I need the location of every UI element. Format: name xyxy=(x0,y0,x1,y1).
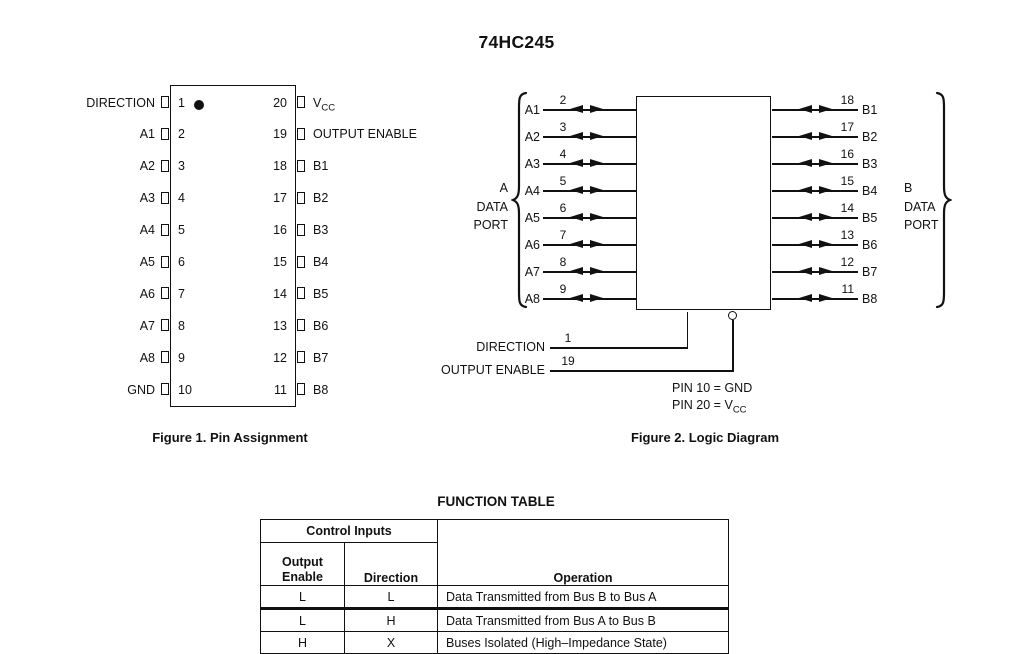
bidir-arrow-left-icon xyxy=(799,132,812,140)
bidir-arrow-right-icon xyxy=(590,105,603,113)
bidir-arrow-left-icon xyxy=(799,294,812,302)
port-line-label: B4 xyxy=(862,184,878,198)
pin-number: 9 xyxy=(178,350,185,365)
port-line-label: A2 xyxy=(524,130,540,144)
direction-cell: H xyxy=(345,609,438,632)
pin-stub-icon xyxy=(297,128,305,140)
pin-stub-icon xyxy=(297,319,305,331)
pin-number: 9 xyxy=(559,282,567,296)
pin-label: A4 xyxy=(139,223,155,238)
pin-note-subscript: CC xyxy=(732,404,747,416)
bidir-arrow-left-icon xyxy=(570,186,583,194)
b-data-port-label xyxy=(904,179,972,235)
pin-number: 12 xyxy=(840,255,854,269)
pin-label: B2 xyxy=(313,191,329,206)
pin-stub-icon xyxy=(161,96,169,108)
pin-stub-icon xyxy=(297,96,305,108)
logic-box xyxy=(636,96,771,310)
output-enable-wire xyxy=(550,370,734,372)
pin-number: 4 xyxy=(178,191,185,206)
wire xyxy=(772,163,858,165)
pin-number: 20 xyxy=(273,95,287,110)
pin-label: DIRECTION xyxy=(86,95,155,110)
pin-number: 6 xyxy=(178,255,185,269)
port-label-line: B xyxy=(904,181,913,195)
pin-number: 5 xyxy=(178,223,185,238)
direction-pin-number: 1 xyxy=(564,331,572,345)
port-line-label: A3 xyxy=(524,157,540,171)
pin-number: 13 xyxy=(840,228,854,242)
pin-number: 16 xyxy=(840,147,854,161)
port-line-label: B7 xyxy=(862,265,878,279)
pin-stub-icon xyxy=(161,192,169,204)
pin-stub-icon xyxy=(161,351,169,363)
pin-label: A3 xyxy=(139,191,155,206)
port-line-label: A6 xyxy=(524,238,540,252)
pin-number: 6 xyxy=(559,201,567,215)
wire xyxy=(772,136,858,138)
port-label-line: DATA xyxy=(904,199,936,214)
bidir-arrow-left-icon xyxy=(799,186,812,194)
pin-stub-icon xyxy=(161,287,169,299)
bidir-arrow-right-icon xyxy=(590,267,603,275)
port-line-label: A5 xyxy=(524,211,540,225)
pin-stub-icon xyxy=(297,224,305,236)
pin-number: 8 xyxy=(559,255,567,269)
table-header-row xyxy=(261,520,729,543)
pin-number: 1 xyxy=(178,95,185,110)
pin-stub-icon xyxy=(297,160,305,172)
direction-cell: L xyxy=(345,586,438,609)
pin-number: 19 xyxy=(273,127,287,142)
pin-number: 17 xyxy=(840,120,854,134)
output-enable-cell: L xyxy=(261,609,345,632)
pin-label: A6 xyxy=(139,286,155,301)
function-table xyxy=(260,519,729,654)
port-label-line: PORT xyxy=(473,218,508,232)
bidir-arrow-left-icon xyxy=(799,159,812,167)
bidir-arrow-left-icon xyxy=(570,240,583,248)
port-line-label: B3 xyxy=(862,157,878,171)
pin-label: B8 xyxy=(313,382,329,397)
pin-label: B6 xyxy=(313,318,329,333)
pin-number: 17 xyxy=(273,191,287,206)
pin-number: 18 xyxy=(273,159,287,174)
bidir-arrow-left-icon xyxy=(570,294,583,302)
port-line-label: B2 xyxy=(862,130,878,144)
pin-stub-icon xyxy=(297,192,305,204)
pin-stub-icon xyxy=(297,351,305,363)
bidir-arrow-left-icon xyxy=(570,105,583,113)
pin-stub-icon xyxy=(297,256,305,268)
pin-label: B1 xyxy=(313,159,329,174)
pin-label: B5 xyxy=(313,286,329,301)
pin-number: 15 xyxy=(273,255,287,269)
pin-label-subscript: CC xyxy=(321,102,336,113)
pin-number: 8 xyxy=(178,318,185,333)
pin-number: 18 xyxy=(840,93,854,107)
pin-number: 16 xyxy=(273,223,287,238)
bidir-arrow-right-icon xyxy=(590,186,603,194)
pin-number: 7 xyxy=(559,228,567,242)
pin-stub-icon xyxy=(161,383,169,395)
pin-label: OUTPUT ENABLE xyxy=(313,127,417,142)
pin1-indicator-dot xyxy=(194,100,204,110)
bidir-arrow-right-icon xyxy=(590,240,603,248)
direction-label: DIRECTION xyxy=(476,340,545,354)
pin-label: A2 xyxy=(139,159,155,174)
wire xyxy=(772,244,858,246)
direction-cell: X xyxy=(345,632,438,654)
bidir-arrow-left-icon xyxy=(570,132,583,140)
output-enable-pin-number: 19 xyxy=(561,354,575,368)
port-label-line: DATA xyxy=(476,199,508,214)
figure2-caption: Figure 2. Logic Diagram xyxy=(630,430,780,445)
pin-number: 12 xyxy=(273,350,287,365)
figure1-caption: Figure 1. Pin Assignment xyxy=(152,430,308,445)
port-line-label: A1 xyxy=(524,103,540,117)
output-enable-wire-vertical xyxy=(732,320,734,371)
bidir-arrow-left-icon xyxy=(570,267,583,275)
bidir-arrow-left-icon xyxy=(799,240,812,248)
port-line-label: A4 xyxy=(524,184,540,198)
bidir-arrow-right-icon xyxy=(590,159,603,167)
operation-cell: Buses Isolated (High–Impedance State) xyxy=(438,632,729,654)
output-enable-cell: H xyxy=(261,632,345,654)
direction-wire-vertical xyxy=(687,312,689,348)
pin-stub-icon xyxy=(161,224,169,236)
bidir-arrow-left-icon xyxy=(799,213,812,221)
direction-header: Direction xyxy=(345,543,438,586)
pin-number: 11 xyxy=(274,382,287,397)
wire xyxy=(772,190,858,192)
inverter-bubble-icon xyxy=(728,311,737,320)
bidir-arrow-right-icon xyxy=(590,294,603,302)
wire xyxy=(772,271,858,273)
pin-number: 7 xyxy=(178,286,185,301)
pin-label: B4 xyxy=(313,255,329,269)
bidir-arrow-right-icon xyxy=(590,213,603,221)
bidir-arrow-left-icon xyxy=(799,267,812,275)
port-line-label: B8 xyxy=(862,292,878,306)
pin-number: 2 xyxy=(559,93,567,107)
operation-header: Operation xyxy=(438,520,729,586)
pin-number: 13 xyxy=(273,318,287,333)
pin-stub-icon xyxy=(161,256,169,268)
pin-label: A8 xyxy=(139,350,155,365)
pin-label: GND xyxy=(127,382,155,397)
pin-number: 14 xyxy=(840,201,854,215)
pin-label: B7 xyxy=(313,350,329,365)
wire xyxy=(772,109,858,111)
pin-number: 3 xyxy=(178,159,185,174)
operation-cell: Data Transmitted from Bus B to Bus A xyxy=(438,586,729,609)
operation-cell: Data Transmitted from Bus A to Bus B xyxy=(438,609,729,632)
function-table-title: FUNCTION TABLE xyxy=(437,494,555,509)
pin-stub-icon xyxy=(161,319,169,331)
port-label-line: PORT xyxy=(904,218,939,232)
pin-note: PIN $20 = V_{CC}$ xyxy=(672,398,747,416)
port-line-label: B6 xyxy=(862,238,878,252)
bidir-arrow-left-icon xyxy=(570,159,583,167)
pin-number: 4 xyxy=(559,147,567,161)
output-enable-cell: L xyxy=(261,586,345,609)
output-enable-label: OUTPUT ENABLE xyxy=(441,363,545,377)
bidir-arrow-left-icon xyxy=(570,213,583,221)
table-row xyxy=(261,609,729,632)
pin-label: A5 xyxy=(139,255,155,269)
pin-stub-icon xyxy=(297,383,305,395)
pin-stub-icon xyxy=(297,287,305,299)
pin-label: $V_{CC}$ xyxy=(313,95,336,113)
port-line-label: B5 xyxy=(862,211,878,225)
pin-number: 11 xyxy=(841,282,854,296)
page-title: 74HC245 xyxy=(478,32,555,52)
pin-number: 14 xyxy=(273,286,287,301)
port-line-label: A7 xyxy=(524,265,540,279)
port-line-label: A8 xyxy=(524,292,540,306)
bidir-arrow-right-icon xyxy=(590,132,603,140)
pin-note: PIN 10 = GND xyxy=(672,381,753,395)
pin-label: A7 xyxy=(139,318,155,333)
table-row xyxy=(261,586,729,609)
table-row xyxy=(261,632,729,654)
pin-number: 15 xyxy=(840,174,854,188)
pin-label: A1 xyxy=(139,127,155,142)
wire xyxy=(772,298,858,300)
pin-number: 2 xyxy=(178,127,185,142)
bidir-arrow-left-icon xyxy=(799,105,812,113)
port-line-label: B1 xyxy=(862,103,878,117)
pin-number: 10 xyxy=(178,382,192,397)
control-inputs-header: Control Inputs xyxy=(261,520,438,543)
pin-number: 3 xyxy=(559,120,567,134)
pin-stub-icon xyxy=(161,160,169,172)
pin-stub-icon xyxy=(161,128,169,140)
wire xyxy=(772,217,858,219)
pin-number: 5 xyxy=(559,174,567,188)
output-enable-header: Output Enable xyxy=(261,543,345,586)
direction-wire xyxy=(550,347,688,349)
pin-label: B3 xyxy=(313,223,329,238)
port-label-line: A xyxy=(499,181,508,195)
